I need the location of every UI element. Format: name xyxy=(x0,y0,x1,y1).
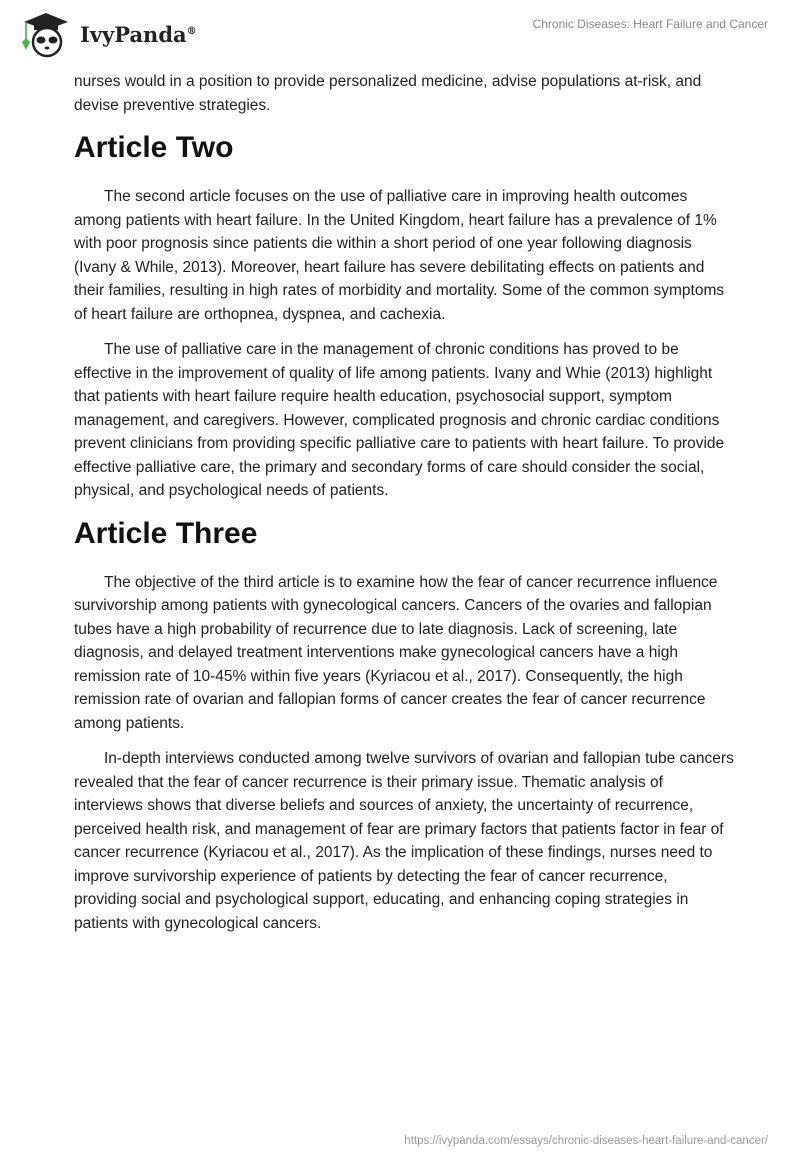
logo[interactable] xyxy=(18,10,197,58)
intro-paragraph: nurses would in a position to provide personalized medicine, advise populations at-risk, and devise preventive strategies. xyxy=(74,73,702,114)
document-title: Chronic Diseases: Heart Failure and Cancer xyxy=(532,17,768,31)
paragraph: The second article focuses on the use of palliative care in improving health outcomes among patients with heart failure. In the United Kingdom, heart failure has a prevalence of 1% with poor prognosis since patients die within a short period of one year following diagnosis (Ivany & While, 2013). Moreover, heart failure has severe debilitating effects on patients and their families, resulting in high rates of morbidity and mortality. Some of the common symptoms of heart failure are orthopnea, dyspnea, and cachexia. xyxy=(74,188,725,323)
article-body xyxy=(74,70,734,947)
paragraph: In-depth interviews conducted among twelve survivors of ovarian and fallopian tube cancers revealed that the fear of cancer recurrence is their primary issue. Thematic analysis of interviews shows that diverse beliefs and sources of anxiety, the uncertainty of recurrence, perceived health risk, and management of fear are primary factors that patients factor in fear of cancer recurrence (Kyriacou et al., 2017). As the implication of these findings, nurses need to improve survivorship experience of patients by detecting the fear of cancer recurrence, providing social and psychological support, educating, and enhancing coping strategies in patients with gynecological cancers. xyxy=(74,750,734,932)
source-url[interactable]: https://ivypanda.com/essays/chronic-diseases-heart-failure-and-cancer/ xyxy=(404,1135,768,1147)
section-heading: Article Two xyxy=(74,131,234,164)
paragraph: The objective of the third article is to examine how the fear of cancer recurrence influence survivorship among patients with gynecological cancers. Cancers of the ovaries and fallopian tubes have a high probability of recurrence due to late diagnosis. Lack of screening, late diagnosis, and delayed treatment interventions make gynecological cancers have a high remission rate of 10-45% within five years (Kyriacou et al., 2017). Consequently, the high remission rate of ovarian and fallopian forms of cancer creates the fear of cancer recurrence among patients. xyxy=(74,573,718,732)
logo-text: IvyPanda® xyxy=(80,21,197,47)
panda-logo-icon xyxy=(18,10,74,58)
section-heading: Article Three xyxy=(74,516,258,550)
paragraph: The use of palliative care in the management of chronic conditions has proved to be effective in the improvement of quality of life among patients. Ivany and Whie (2013) highlight that patients with heart failure require health education, psychosocial support, symptom management, and caregivers. However, complicated prognosis and chronic cardiac conditions prevent clinicians from providing specific palliative care to patients with heart failure. To provide effective palliative care, the primary and secondary forms of care should consider the social, physical, and psychological needs of patients. xyxy=(74,341,725,499)
header xyxy=(0,0,800,70)
